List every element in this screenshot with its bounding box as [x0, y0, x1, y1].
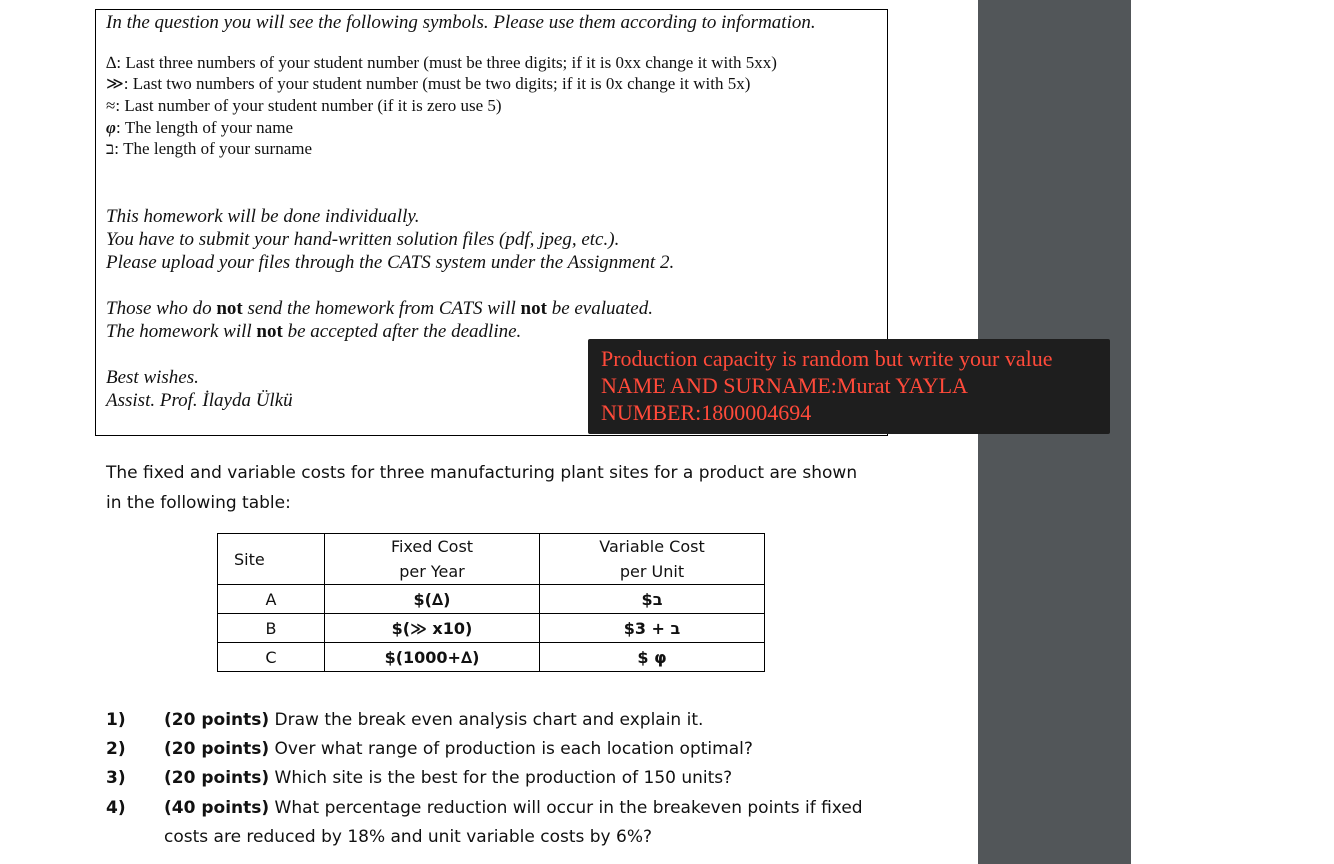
question-1: (20 points) Draw the break even analysis chart and explain it. [164, 710, 704, 730]
question-2-number: 2) [106, 739, 126, 759]
table-row [218, 585, 765, 614]
fixed-cost-header: Fixed Cost per Year [325, 534, 540, 585]
cost-table [217, 533, 765, 672]
question-1-number: 1) [106, 710, 126, 730]
signoff-author: Assist. Prof. İlayda Ülkü [106, 390, 293, 411]
fixed-cell: $(∆) [325, 585, 540, 614]
question-3-number: 3) [106, 768, 126, 788]
variable-cost-header: Variable Cost per Unit [540, 534, 765, 585]
site-cell: C [218, 643, 325, 672]
individual-note: This homework will be done individually. [106, 206, 420, 227]
instructions-heading: In the question you will see the following symbols. Please use them according to information. [106, 12, 816, 33]
table-row [218, 614, 765, 643]
annotation-name: NAME AND SURNAME:Murat YAYLA [601, 373, 968, 398]
variable-cell: $ב [540, 585, 765, 614]
site-header: Site [218, 534, 325, 585]
fixed-cell: $(≫ x10) [325, 614, 540, 643]
table-row [218, 643, 765, 672]
question-4-continuation: costs are reduced by 18% and unit variable costs by 6%? [164, 827, 653, 847]
site-cell: A [218, 585, 325, 614]
student-annotation [588, 339, 1110, 434]
question-4-number: 4) [106, 798, 126, 818]
intro-line-1: The fixed and variable costs for three manufacturing plant sites for a product are shown [106, 463, 858, 483]
variable-cell: $ב + 3 [540, 614, 765, 643]
upload-note: Please upload your files through the CATS system under the Assignment 2. [106, 252, 675, 273]
site-cell: B [218, 614, 325, 643]
variable-cell: $ φ [540, 643, 765, 672]
intro-line-2: in the following table: [106, 493, 291, 513]
symbol-gg-line: ≫: Last two numbers of your student number (must be two digits; if it is 0x change it with 5x) [106, 74, 751, 93]
symbol-phi-line: φ: The length of your name [106, 118, 293, 137]
question-4: (40 points) What percentage reduction will occur in the breakeven points if fixed [164, 798, 863, 818]
symbol-approx-line: ≈: Last number of your student number (if it is zero use 5) [106, 96, 502, 115]
table-header-row [218, 534, 765, 585]
symbol-delta-line: ∆: Last three numbers of your student number (must be three digits; if it is 0xx change it with 5xx) [106, 53, 777, 72]
question-3: (20 points) Which site is the best for the production of 150 units? [164, 768, 733, 788]
fixed-cell: $(1000+∆) [325, 643, 540, 672]
deadline-note: The homework will not be accepted after the deadline. [106, 321, 522, 342]
annotation-number: NUMBER:1800004694 [601, 400, 812, 425]
signoff-greeting: Best wishes. [106, 367, 199, 388]
question-2: (20 points) Over what range of production is each location optimal? [164, 739, 753, 759]
symbol-bet-line: ב: The length of your surname [106, 139, 313, 158]
submit-note: You have to submit your hand-written solution files (pdf, jpeg, etc.). [106, 229, 620, 250]
evaluation-note: Those who do not send the homework from CATS will not be evaluated. [106, 298, 653, 319]
annotation-line: Production capacity is random but write your value [601, 346, 1053, 371]
